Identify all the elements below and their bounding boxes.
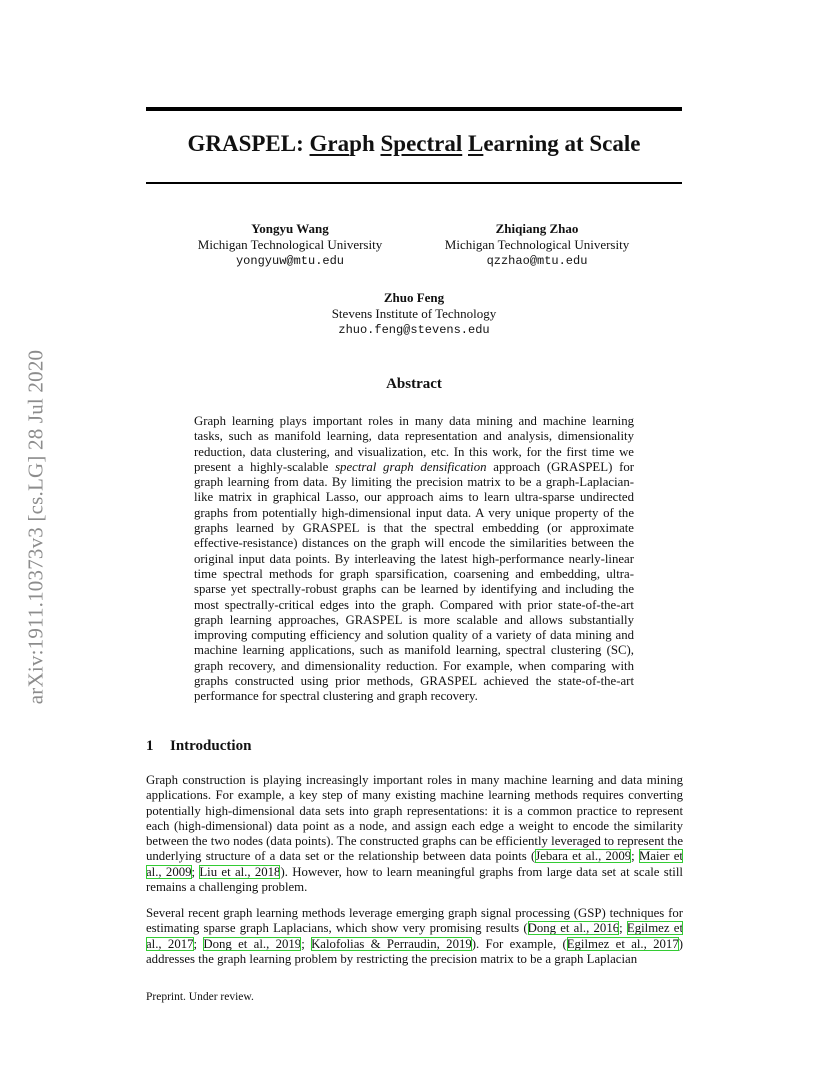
footer-note: Preprint. Under review. [146,991,254,1003]
abstract-heading: Abstract [386,376,442,392]
abstract-body: Graph learning plays important roles in many data mining and machine learning tasks, such as manifold learning, data representation and analysis, dimensionality reduction, data clustering, and visualization, etc. In this work, for the first time we present a highly-scalable spectral graph densification approach (GRASPEL) for graph learning from data. By limiting the precision matrix to be a graph-Laplacian-like matrix in graphical Lasso, our approach aims to learn ultra-sparse undirected graphs from potentially high-dimensional input data. A very unique property of the graphs learned by GRASPEL is that the spectral embedding (or approximate effective-resistance) distances on the graph will encode the similarities between the original input data points. By interleaving the latest high-performance nearly-linear time spectral methods for graph sparsification, coarsening and embedding, ultra-sparse yet spectrally-robust graphs can be learned by identifying and including the most spectrally-critical edges into the graph. Compared with prior state-of-the-art graph learning approaches, GRASPEL is more scalable and allows substantially improving computing efficiency and solution quality of a variety of data mining and machine learning applications, such as manifold learning, spectral clustering (SC), graph recovery, and dimensionality reduction. For example, when comparing with graphs constructed using prior methods, GRASPEL achieved the state-of-the-art performance for spectral clustering and graph recovery. [194,414,635,704]
author-name: Yongyu Wang [251,221,329,236]
citation-link[interactable]: Dong et al., 2016 [527,921,620,936]
citation-link[interactable]: Egilmez et al., 2017 [566,936,679,951]
citation-link[interactable]: Liu et al., 2018 [199,864,281,879]
author-block [190,221,390,269]
abstract-emphasis: spectral graph densification [335,459,487,474]
citation-link[interactable]: Maier et al., 2009 [146,849,683,879]
citation-link[interactable]: Egilmez et al., 2017 [146,921,683,951]
author-affiliation: Stevens Institute of Technology [331,306,497,321]
author-email[interactable]: qzzhao@mtu.edu [486,254,588,268]
author-name: Zhiqiang Zhao [495,221,579,236]
arxiv-identifier: arXiv:1911.10373v3 [cs.LG] 28 Jul 2020 [23,349,48,705]
citation-link[interactable]: Dong et al., 2019 [203,936,302,951]
author-email[interactable]: yongyuw@mtu.edu [235,254,345,268]
intro-paragraph: Several recent graph learning methods leverage emerging graph signal processing (GSP) techniques for estimating sparse graph Laplacians, which show very promising results (Dong et al., 2016; Egilmez et al., 2017; Dong et al., 2019; Kalofolias & Perraudin, 2019). For example, (Egilmez et al., 2017) addresses the graph learning problem by restricting the precision matrix to be a graph Laplacian [146,906,683,966]
author-block [314,290,514,338]
paper-title: GRASPEL: Graph Spectral Learning at Scale [187,131,641,156]
title-top-rule [146,107,682,111]
author-email[interactable]: zhuo.feng@stevens.edu [338,323,490,337]
author-affiliation: Michigan Technological University [444,237,630,252]
author-affiliation: Michigan Technological University [197,237,383,252]
title-bottom-rule [146,182,682,184]
section-heading: 1 Introduction [146,738,252,754]
intro-paragraph: Graph construction is playing increasingly important roles in many machine learning and data mining applications. For example, a key step of many existing machine learning methods requires converting potentially high-dimensional data sets into graph representations: it is a common practice to represent each (high-dimensional) data point as a node, and assign each edge a weight to encode the similarity between the two nodes (data points). The constructed graphs can be efficiently leveraged to represent the underlying structure of a data set or the relationship between data points (Jebara et al., 2009; Maier et al., 2009; Liu et al., 2018). However, how to learn meaningful graphs from large data set at scale still remains a challenging problem. [146,773,683,895]
author-name: Zhuo Feng [383,290,445,305]
author-block [437,221,637,269]
citation-link[interactable]: Jebara et al., 2009 [535,849,632,864]
citation-link[interactable]: Kalofolias & Perraudin, 2019 [311,936,472,951]
